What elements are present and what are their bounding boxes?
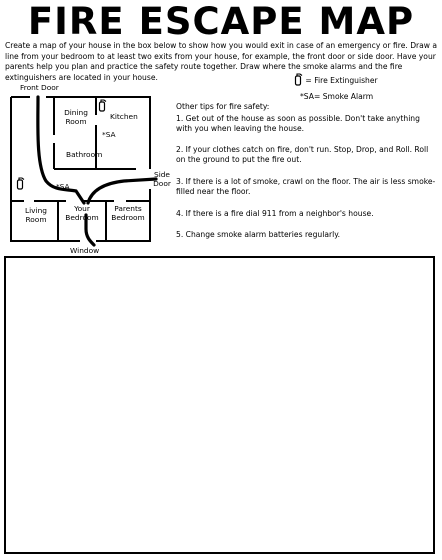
legend-extinguisher: [294, 73, 378, 89]
bathroom-label: Bathroom: [66, 150, 103, 159]
hall-smoke-alarm-label: *SA: [56, 182, 70, 191]
tips-heading: Other tips for fire safety:: [176, 102, 270, 111]
fire-extinguisher-icon: [294, 73, 303, 89]
instructions-text: Create a map of your house in the box below to show how you would exit in case of an emergency or fire. Draw a line from your bedroom to at least two exits from your house, for example, the front door or side door. Have your parents help you plan and practice the safety route together. Draw where the smoke alarms and the fire extinguishers are located in your house.: [5, 41, 438, 82]
dining-room-label: Dining Room: [64, 108, 88, 126]
hall-extinguisher-icon: [18, 178, 25, 189]
legend-smoke-alarm: *SA= Smoke Alarm: [300, 92, 374, 101]
fire-safety-tips: [176, 102, 438, 252]
window-label: Window: [70, 246, 100, 255]
page-title: FIRE ESCAPE MAP: [27, 0, 415, 43]
tip-item: 2. If your clothes catch on fire, don't run. Stop, Drop, and Roll. Roll on the ground to put the fire out.: [176, 145, 429, 165]
kitchen-smoke-alarm-label: *SA: [102, 130, 116, 139]
your-bedroom-label: Your Bedroom: [65, 204, 99, 222]
tip-item: 5. Change smoke alarm batteries regularly.: [176, 230, 341, 240]
sample-house-map: [6, 85, 174, 257]
drawing-box[interactable]: [4, 256, 435, 554]
tip-item: 4. If there is a fire dial 911 from a neighbor's house.: [176, 208, 374, 218]
kitchen-extinguisher-icon: [100, 100, 107, 111]
parents-bedroom-label: Parents Bedroom: [111, 204, 145, 222]
living-room-label: Living Room: [25, 206, 47, 224]
front-door-label: Front Door: [20, 83, 59, 92]
kitchen-label: Kitchen: [110, 112, 138, 121]
side-door-label: Side Door: [153, 170, 171, 188]
legend-extinguisher-label: = Fire Extinguisher: [305, 76, 378, 85]
tip-item: 1. Get out of the house as soon as possible. Don't take anything with you when leaving the house.: [176, 113, 420, 133]
tip-item: 3. If there is a lot of smoke, crawl on the floor. The air is less smoke-filled near the floor.: [176, 176, 436, 196]
